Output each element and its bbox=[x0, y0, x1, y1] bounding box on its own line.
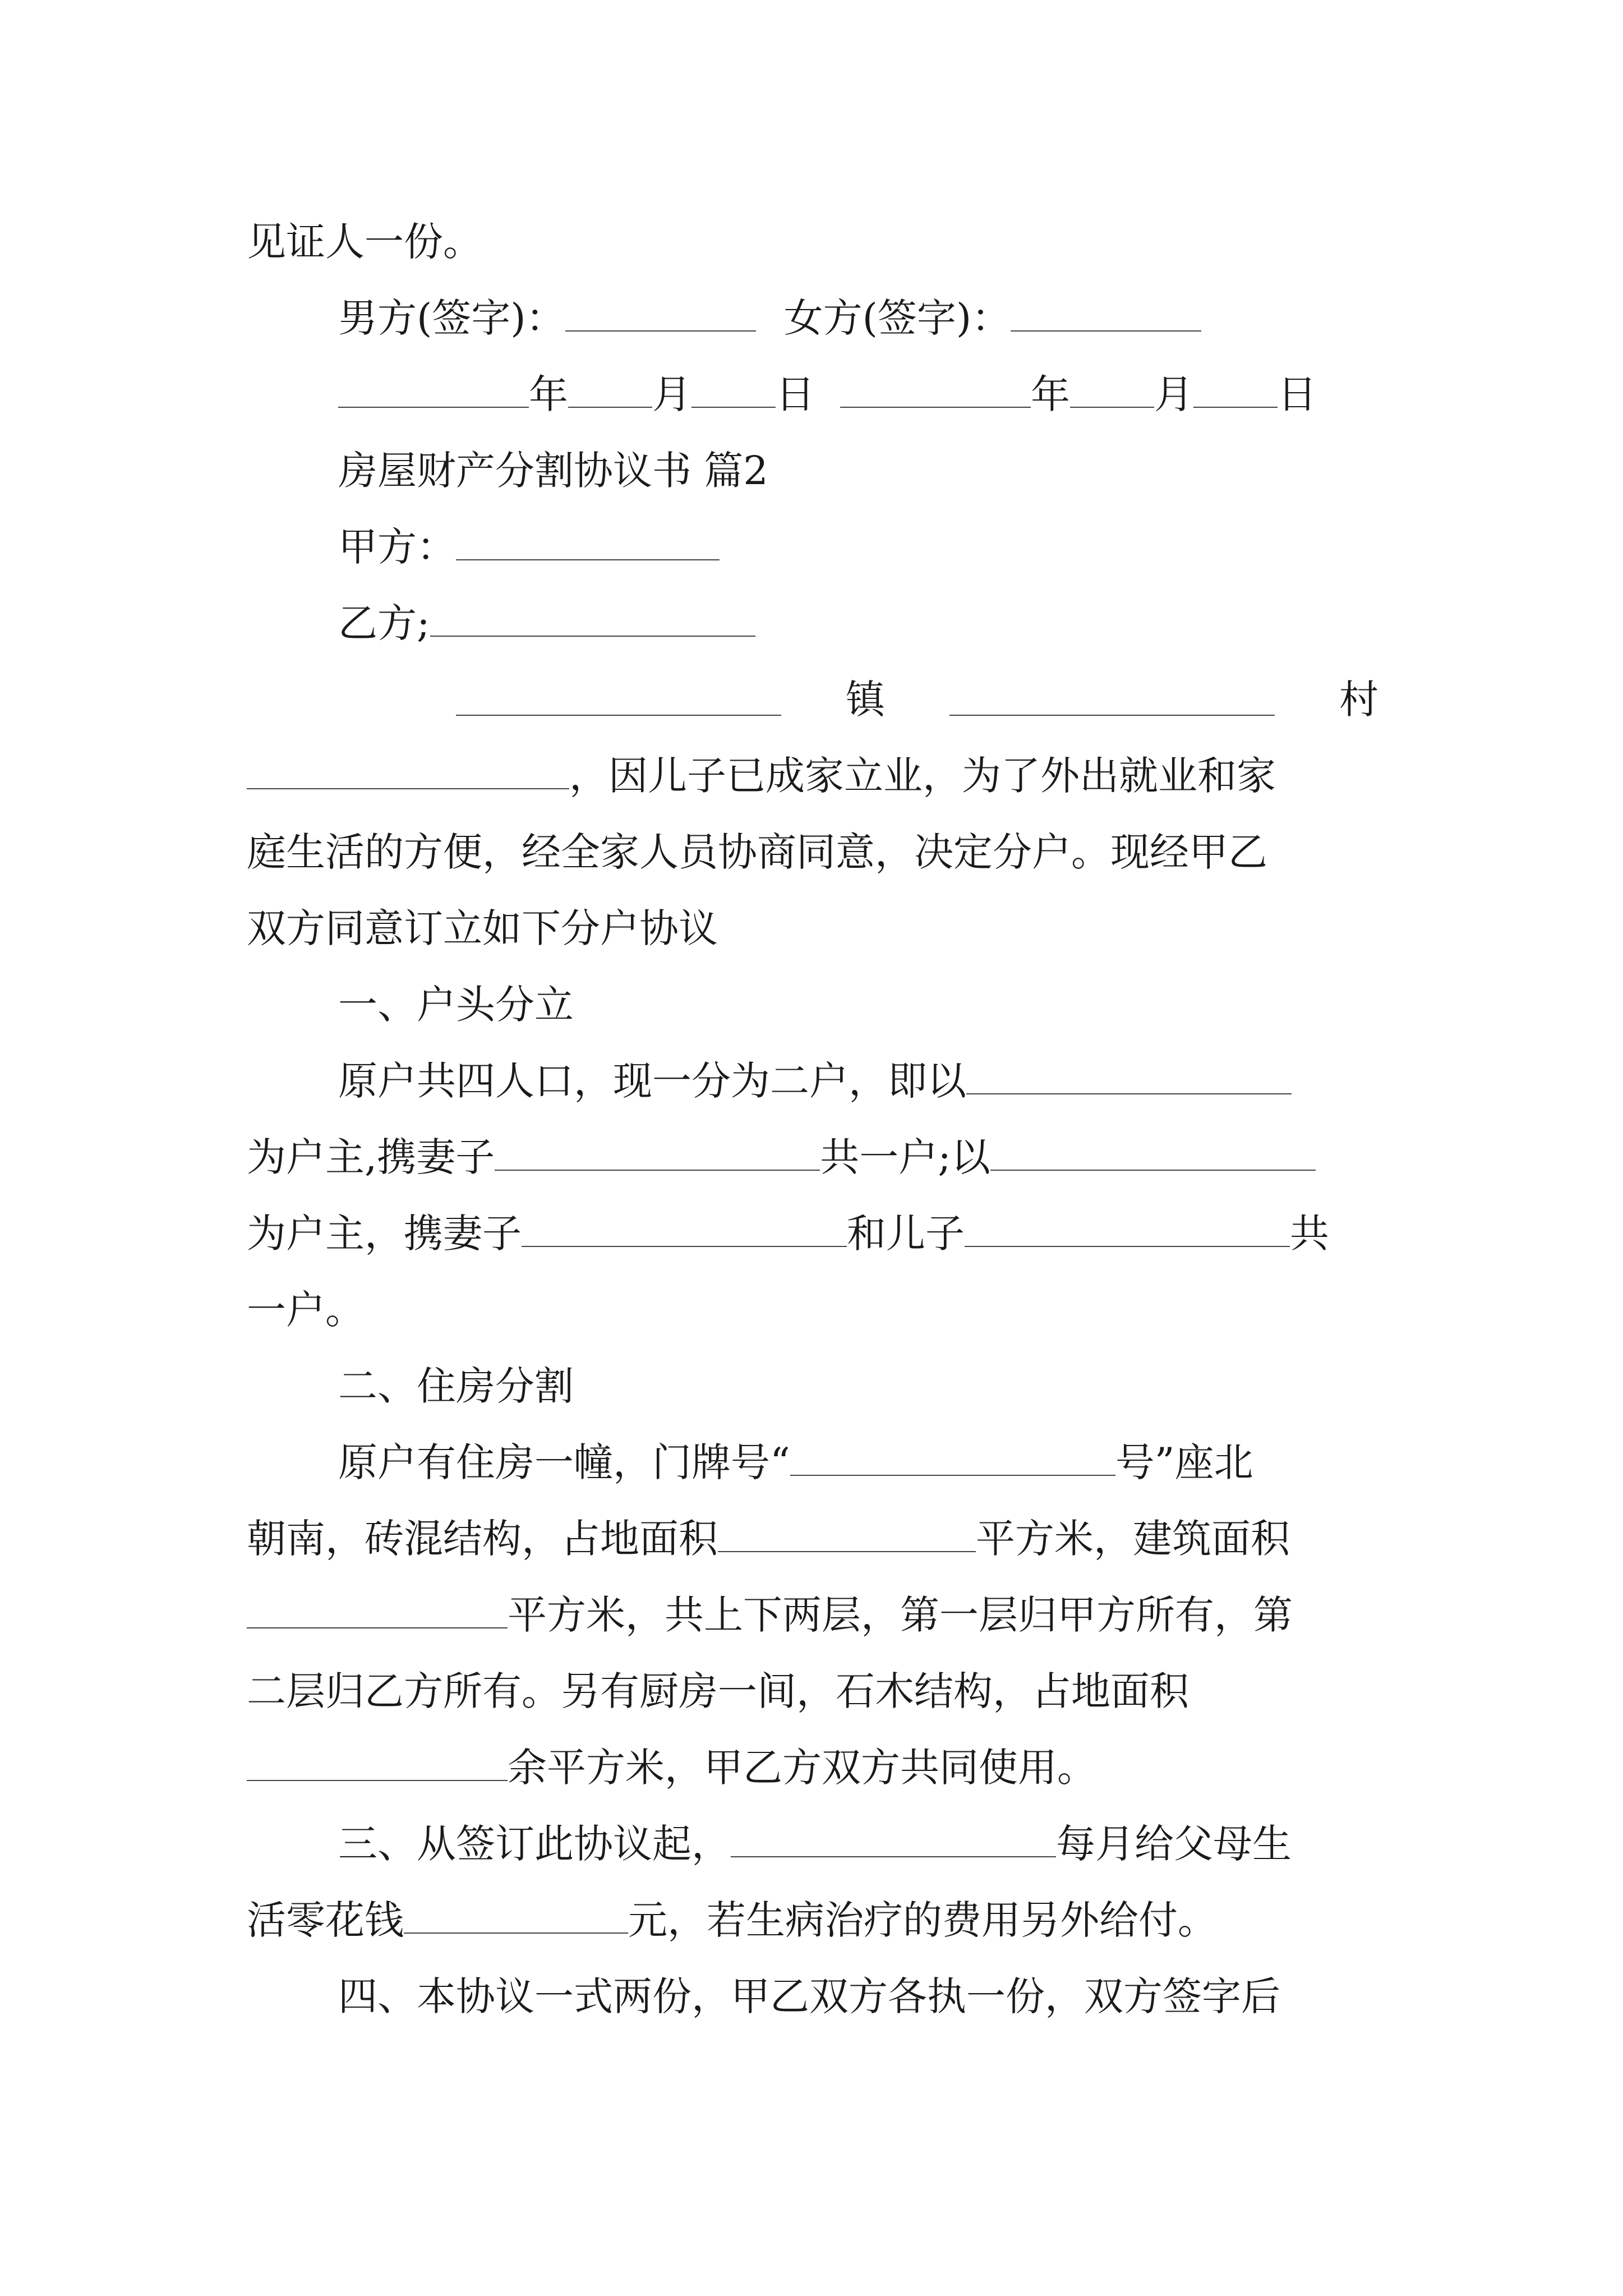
article-1-line-2: 为户主,携妻子 共一户;以 bbox=[247, 1120, 1378, 1195]
male-signature-blank[interactable] bbox=[565, 299, 756, 332]
householder-1-blank[interactable] bbox=[966, 1062, 1292, 1094]
intro-line-4: 双方同意订立如下分户协议 bbox=[247, 905, 718, 951]
witness-line: 见证人一份。 bbox=[247, 219, 482, 265]
male-month-blank[interactable] bbox=[568, 375, 652, 408]
article-2-line-3: 平方米，共上下两层，第一层归甲方所有，第 bbox=[247, 1577, 1378, 1653]
article-3-line-2: 活零花钱 元，若生病治疗的费用另外给付。 bbox=[247, 1897, 1217, 1943]
son-blank[interactable] bbox=[965, 1214, 1290, 1247]
male-day-blank[interactable] bbox=[691, 375, 776, 408]
payer-blank[interactable] bbox=[731, 1825, 1056, 1857]
party-a-label: 甲方： bbox=[338, 524, 456, 570]
intro-line-3: 庭生活的方便，经全家人员协商同意，决定分户。现经甲乙 bbox=[247, 829, 1267, 875]
article-2-line-4: 二层归乙方所有。另有厨房一间，石木结构，占地面积 bbox=[247, 1668, 1189, 1714]
article-2-line-5: 余平方米，甲乙方双方共同使用。 bbox=[247, 1730, 1378, 1805]
male-year-blank[interactable] bbox=[338, 375, 529, 408]
intro-line-1: 镇 村 bbox=[338, 662, 1378, 737]
article-1-line-3: 为户主，携妻子 和儿子 共 bbox=[247, 1211, 1329, 1257]
signature-line bbox=[338, 280, 1378, 356]
wife-1-blank[interactable] bbox=[495, 1138, 820, 1171]
householder-2-blank[interactable] bbox=[990, 1138, 1316, 1171]
wife-2-blank[interactable] bbox=[522, 1214, 847, 1247]
article-1-line-1: 原户共四人口，现一分为二户，即以 bbox=[338, 1043, 1378, 1119]
village-blank[interactable] bbox=[949, 683, 1275, 716]
female-year-blank[interactable] bbox=[840, 375, 1031, 408]
land-area-blank[interactable] bbox=[718, 1520, 976, 1552]
article-1-title: 一、户头分立 bbox=[338, 982, 574, 1028]
group-blank[interactable] bbox=[247, 757, 569, 789]
female-signature-label: 女方(签字)： bbox=[783, 295, 1011, 341]
article-4-line-1: 四、本协议一式两份，甲乙双方各执一份，双方签字后 bbox=[338, 1973, 1280, 2019]
house-number-blank[interactable] bbox=[790, 1443, 1115, 1476]
article-3-line-1: 三、从签订此协议起， 每月给父母生 bbox=[338, 1821, 1292, 1867]
allowance-amount-blank[interactable] bbox=[404, 1901, 628, 1934]
party-a-blank[interactable] bbox=[456, 528, 720, 560]
kitchen-area-blank[interactable] bbox=[247, 1749, 508, 1781]
party-b-label: 乙方; bbox=[338, 600, 430, 646]
building-area-blank[interactable] bbox=[247, 1596, 508, 1628]
date-line: 年 月 日 年 月 日 bbox=[338, 357, 1378, 432]
article-2-line-1: 原户有住房一幢，门牌号“ 号”座北 bbox=[338, 1439, 1253, 1485]
female-signature-blank[interactable] bbox=[1011, 299, 1201, 332]
town-blank[interactable] bbox=[456, 683, 781, 716]
male-signature-label: 男方(签字)： bbox=[338, 295, 565, 341]
article-2-title: 二、住房分割 bbox=[338, 1363, 574, 1409]
section-title: 房屋财产分割协议书 篇2 bbox=[338, 448, 768, 494]
intro-line-2: ，因儿子已成家立业，为了外出就业和家 bbox=[247, 738, 1378, 813]
party-b-blank[interactable] bbox=[430, 604, 755, 637]
female-month-blank[interactable] bbox=[1070, 375, 1154, 408]
party-b-line bbox=[338, 586, 1378, 661]
party-a-line bbox=[338, 509, 1378, 585]
female-day-blank[interactable] bbox=[1193, 375, 1278, 408]
article-1-line-4: 一户。 bbox=[247, 1287, 365, 1333]
article-2-line-2: 朝南，砖混结构，占地面积 平方米，建筑面积 bbox=[247, 1516, 1290, 1562]
